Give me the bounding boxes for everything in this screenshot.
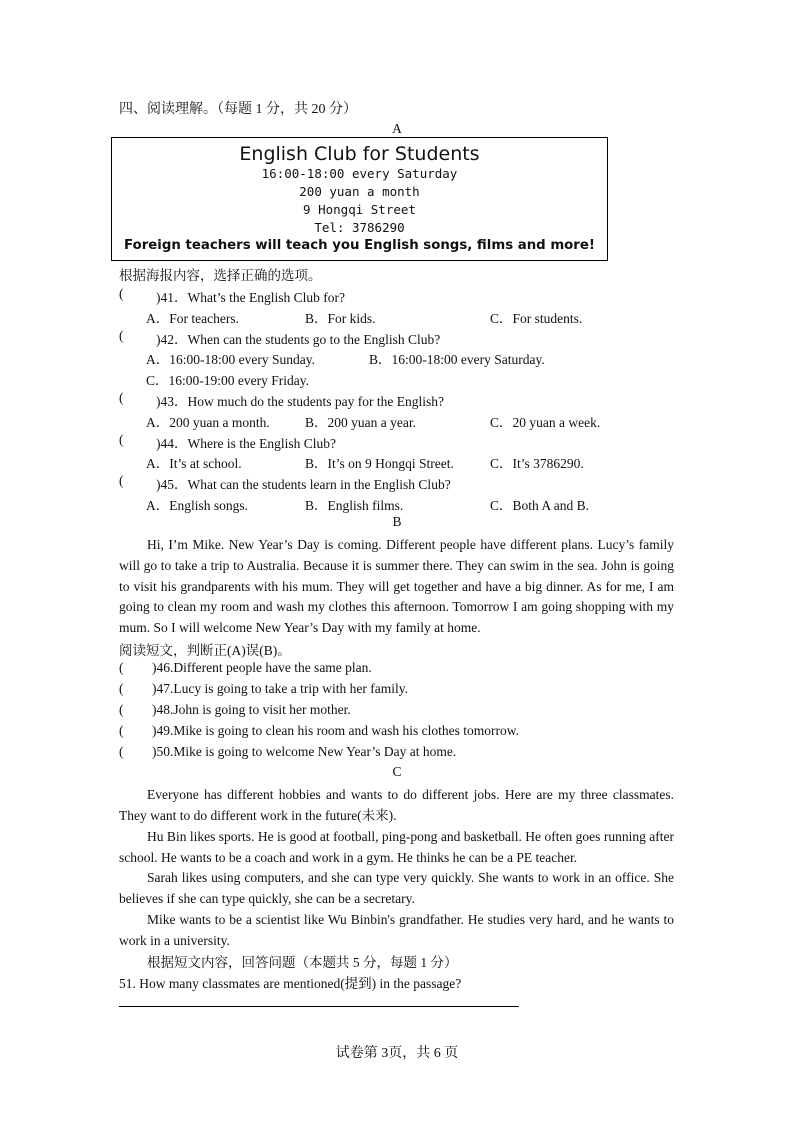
q41-option-a: A．For teachers. [146, 311, 239, 326]
q41-stem: )41．What’s the English Club for? [156, 290, 345, 305]
s48-text: )48.John is going to visit her mother. [152, 702, 351, 717]
q44-option-c: C．It’s 3786290. [490, 456, 584, 471]
s50-text: )50.Mike is going to welcome New Year’s Day at home. [152, 744, 457, 759]
poster-time: 16:00-18:00 every Saturday [261, 166, 458, 181]
s50-paren: ( [119, 744, 124, 759]
s46-text: )46.Different people have the same plan. [152, 660, 372, 675]
q45-stem: )45．What can the students learn in the English Club? [156, 477, 451, 492]
answer-line-51[interactable] [119, 1006, 519, 1007]
q41-option-c: C．For students. [490, 311, 583, 326]
q42-paren: ( [119, 328, 124, 343]
q45-paren: ( [119, 473, 124, 488]
part-c-paragraph-4: Mike wants to be a scientist like Wu Binbin's grandfather. He studies very hard, and he wants to work in a university. [119, 912, 674, 948]
q43-option-b: B．200 yuan a year. [305, 415, 416, 430]
q44-option-b: B．It’s on 9 Hongqi Street. [305, 456, 454, 471]
q45-option-a: A．English songs. [146, 498, 249, 513]
part-b-label: B [392, 514, 402, 529]
part-b-passage: Hi, I’m Mike. New Year’s Day is coming. Different people have different plans. Lucy’s family will go to take a trip to Australia. Because it is summer there. They can swim in the sea. John is going to visit his grandparents with his mum. They will get together and have a big dinner. As for me, I am going to clean my room and wash my clothes this afternoon. Tomorrow I am going shopping with my mum. So I will welcome New Year’s Day with my family at home. [119, 537, 674, 636]
s49-paren: ( [119, 723, 124, 738]
part-b-instruction: 阅读短文，判断正(A)误(B)。 [119, 643, 291, 658]
part-c-label: C [392, 764, 402, 779]
section-title: 四、阅读理解。（每题 1 分，共 20 分） [119, 102, 357, 117]
q43-paren: ( [119, 390, 124, 405]
question-51: 51. How many classmates are mentioned(提到) in the passage? [119, 976, 462, 991]
s49-text: )49.Mike is going to clean his room and wash his clothes tomorrow. [152, 723, 519, 738]
part-c-paragraph-1: Everyone has different hobbies and wants to do different jobs. Here are my three classmates. They want to do different work in the future(未来). [119, 787, 674, 823]
page-footer: 试卷第 3页，共 6 页 [335, 1046, 459, 1061]
poster-slogan: Foreign teachers will teach you English songs, films and more! [124, 238, 595, 253]
s48-paren: ( [119, 702, 124, 717]
q41-option-b: B．For kids. [305, 311, 376, 326]
poster-title: English Club for Students [239, 143, 480, 165]
q45-option-b: B．English films. [305, 498, 404, 513]
s46-paren: ( [119, 660, 124, 675]
q44-paren: ( [119, 432, 124, 447]
s47-paren: ( [119, 681, 124, 696]
part-c-instruction: 根据短文内容，回答问题（本题共 5 分，每题 1 分） [147, 955, 458, 970]
q42-option-b: B．16:00-18:00 every Saturday. [369, 352, 545, 367]
q45-option-c: C．Both A and B. [490, 498, 590, 513]
q42-stem: )42．When can the students go to the English Club? [156, 332, 441, 347]
q44-stem: )44．Where is the English Club? [156, 436, 336, 451]
q42-option-a: A．16:00-18:00 every Sunday. [146, 352, 315, 367]
part-c-paragraph-2: Hu Bin likes sports. He is good at football, ping-pong and basketball. He often goes running after school. He wants to be a coach and work in a gym. He thinks he can be a PE teacher. [119, 829, 674, 865]
part-c-paragraph-3: Sarah likes using computers, and she can type very quickly. She wants to work in an office. She believes if she can type quickly, she can be a secretary. [119, 870, 674, 906]
poster-phone: Tel: 3786290 [314, 220, 405, 235]
part-a-label: A [392, 121, 402, 136]
q43-stem: )43．How much do the students pay for the English? [156, 394, 444, 409]
part-a-instruction: 根据海报内容，选择正确的选项。 [119, 268, 322, 283]
poster-address: 9 Hongqi Street [303, 202, 416, 217]
q43-option-a: A．200 yuan a month. [146, 415, 270, 430]
poster-price: 200 yuan a month [299, 184, 420, 199]
q44-option-a: A．It’s at school. [146, 456, 242, 471]
club-poster [111, 137, 608, 261]
s47-text: )47.Lucy is going to take a trip with her family. [152, 681, 408, 696]
q42-option-c: C．16:00-19:00 every Friday. [146, 373, 309, 388]
q43-option-c: C．20 yuan a week. [490, 415, 601, 430]
q41-paren: ( [119, 286, 124, 301]
